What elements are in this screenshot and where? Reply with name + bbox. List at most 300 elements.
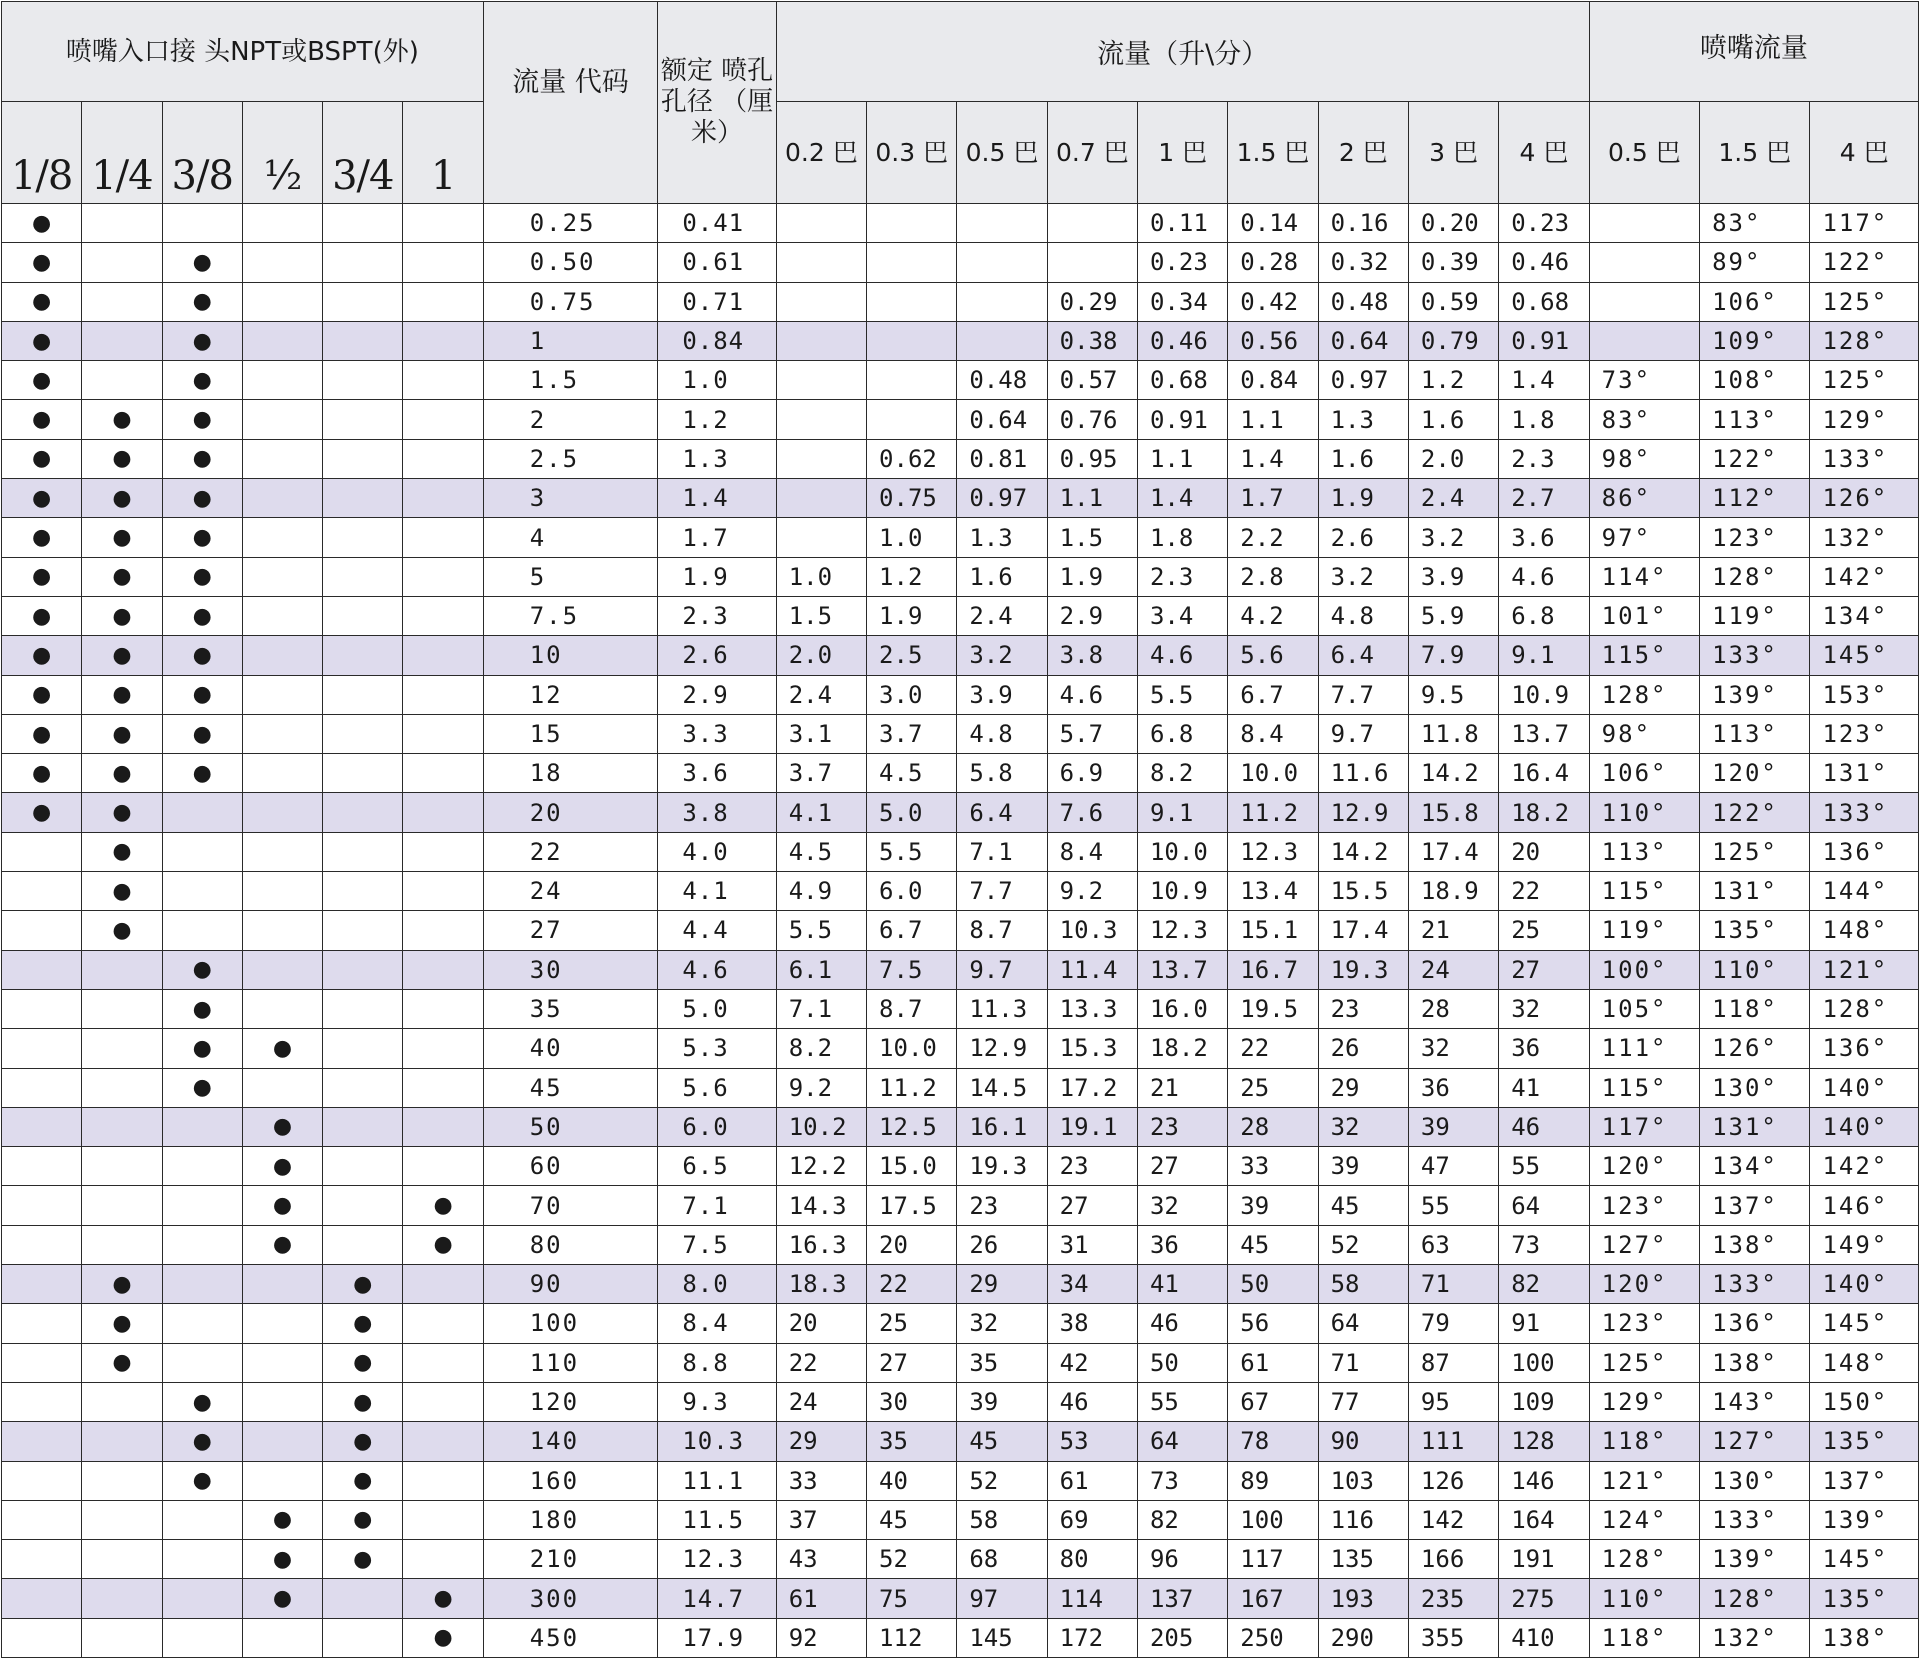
size-3-4-cell [323, 596, 403, 635]
size-3-8-cell [162, 596, 242, 635]
size-3-4-cell [323, 1618, 403, 1657]
size-3-8-cell [162, 361, 242, 400]
spray-angle-cell: 118° [1589, 1422, 1699, 1461]
table-row [2, 518, 1919, 557]
flow-code-cell: 0.25 [483, 204, 658, 243]
size-3-8-cell [162, 1107, 242, 1146]
flow-rate-cell: 4.2 [1228, 596, 1318, 635]
dot-marker-icon: ● [192, 1075, 212, 1101]
spray-angle-header: 喷嘴流量 [1589, 2, 1918, 102]
spray-angle-cell: 148° [1810, 1343, 1919, 1382]
flow-rate-cell [867, 204, 957, 243]
table-row [2, 1343, 1919, 1382]
dot-marker-icon: ● [353, 1546, 373, 1572]
flow-rate-cell: 0.57 [1047, 361, 1137, 400]
spray-angle-cell: 128° [1589, 1540, 1699, 1579]
flow-rate-cell: 0.11 [1137, 204, 1227, 243]
dot-marker-icon: ● [192, 760, 212, 786]
pressure-0-2: 0.2 巴 [776, 102, 866, 204]
size-3-8-cell [162, 1422, 242, 1461]
flow-rate-cell: 1.9 [1318, 479, 1408, 518]
flow-rate-cell: 45 [957, 1422, 1047, 1461]
flow-code-cell: 1 [483, 321, 658, 360]
size-3-8-cell [162, 675, 242, 714]
size-1-8-cell [2, 1461, 82, 1500]
size-1-8-cell [2, 1304, 82, 1343]
spray-angle-cell: 128° [1589, 675, 1699, 714]
size-1-cell [403, 714, 483, 753]
flow-code-cell: 1.5 [483, 361, 658, 400]
dot-marker-icon: ● [32, 525, 52, 551]
size-3-8-cell [162, 400, 242, 439]
dot-marker-icon: ● [32, 367, 52, 393]
flow-rate-cell: 32 [957, 1304, 1047, 1343]
flow-code-cell: 450 [483, 1618, 658, 1657]
flow-rate-cell: 0.28 [1228, 243, 1318, 282]
dot-marker-icon: ● [32, 210, 52, 236]
flow-rate-cell: 24 [1408, 950, 1498, 989]
flow-rate-cell: 64 [1137, 1422, 1227, 1461]
flow-rate-cell: 6.7 [1228, 675, 1318, 714]
size-3-4-cell [323, 872, 403, 911]
size-3-8-cell [162, 911, 242, 950]
flow-rate-cell: 0.84 [1228, 361, 1318, 400]
size-3-4-cell [323, 1186, 403, 1225]
flow-code-cell: 140 [483, 1422, 658, 1461]
spray-angle-cell: 115° [1589, 872, 1699, 911]
flow-rate-cell: 100 [1499, 1343, 1589, 1382]
flow-rate-cell: 5.5 [867, 832, 957, 871]
size-3-4-cell [323, 479, 403, 518]
size-1-4-cell [82, 1618, 162, 1657]
flow-rate-cell: 79 [1408, 1304, 1498, 1343]
size-1-cell [403, 1343, 483, 1382]
flow-rate-cell: 15.5 [1318, 872, 1408, 911]
spray-angle-cell: 123° [1810, 714, 1919, 753]
spray-angle-cell: 136° [1810, 832, 1919, 871]
flow-code-cell: 2.5 [483, 439, 658, 478]
size-1-cell [403, 1107, 483, 1146]
table-row [2, 754, 1919, 793]
spray-angle-cell: 131° [1700, 1107, 1810, 1146]
spray-angle-cell: 143° [1700, 1382, 1810, 1421]
spray-angle-cell: 142° [1810, 1147, 1919, 1186]
size-1-2-cell [242, 911, 322, 950]
flow-rate-cell: 0.81 [957, 439, 1047, 478]
dot-marker-icon: ● [192, 957, 212, 983]
flow-rate-cell: 21 [1137, 1068, 1227, 1107]
size-1-4-cell [82, 439, 162, 478]
flow-rate-cell: 250 [1228, 1618, 1318, 1657]
flow-rate-cell: 23 [1318, 989, 1408, 1028]
flow-rate-cell: 13.3 [1047, 989, 1137, 1028]
size-1-cell [403, 1304, 483, 1343]
size-1-2-cell [242, 989, 322, 1028]
dot-marker-icon: ● [433, 1586, 453, 1612]
size-3-4-cell [323, 1382, 403, 1421]
orifice-diameter-cell: 3.3 [658, 714, 776, 753]
flow-rate-cell: 22 [867, 1265, 957, 1304]
size-3-4-cell [323, 675, 403, 714]
size-1-8-cell [2, 872, 82, 911]
spray-angle-cell: 120° [1589, 1147, 1699, 1186]
flow-rate-cell: 0.32 [1318, 243, 1408, 282]
flow-code-cell: 160 [483, 1461, 658, 1500]
dot-marker-icon: ● [112, 878, 132, 904]
table-row [2, 1068, 1919, 1107]
table-row [2, 282, 1919, 321]
flow-rate-cell: 91 [1499, 1304, 1589, 1343]
spray-angle-cell [1589, 243, 1699, 282]
flow-rate-cell: 27 [1499, 950, 1589, 989]
table-row [2, 1382, 1919, 1421]
dot-marker-icon: ● [32, 800, 52, 826]
flow-rate-cell: 109 [1499, 1382, 1589, 1421]
size-1-4-cell [82, 1029, 162, 1068]
dot-marker-icon: ● [32, 407, 52, 433]
flow-rate-cell: 12.5 [867, 1107, 957, 1146]
flow-code-cell: 10 [483, 636, 658, 675]
flow-rate-cell: 1.6 [957, 557, 1047, 596]
size-3-8-cell [162, 1068, 242, 1107]
size-1-8-cell [2, 518, 82, 557]
orifice-diameter-cell: 8.8 [658, 1343, 776, 1382]
dot-marker-icon: ● [192, 525, 212, 551]
size-1-cell [403, 557, 483, 596]
flow-rate-cell: 8.2 [1137, 754, 1227, 793]
dot-marker-icon: ● [192, 446, 212, 472]
spray-angle-cell: 138° [1810, 1618, 1919, 1657]
size-3-4-cell [323, 282, 403, 321]
flow-code-cell: 27 [483, 911, 658, 950]
size-1-cell [403, 950, 483, 989]
flow-rate-cell: 9.1 [1499, 636, 1589, 675]
flow-rate-cell: 97 [957, 1579, 1047, 1618]
flow-rate-cell: 21 [1408, 911, 1498, 950]
dot-marker-icon: ● [112, 917, 132, 943]
dot-marker-icon: ● [192, 289, 212, 315]
size-1-cell [403, 400, 483, 439]
flow-code-cell: 70 [483, 1186, 658, 1225]
dot-marker-icon: ● [112, 564, 132, 590]
size-1-4-cell [82, 1579, 162, 1618]
spray-angle-cell: 125° [1810, 282, 1919, 321]
size-1-8-cell [2, 1382, 82, 1421]
size-1-8-cell [2, 439, 82, 478]
spray-angle-cell: 133° [1810, 439, 1919, 478]
flow-rate-cell: 78 [1228, 1422, 1318, 1461]
flow-rate-cell: 11.6 [1318, 754, 1408, 793]
spray-angle-cell: 105° [1589, 989, 1699, 1028]
flow-rate-cell: 0.38 [1047, 321, 1137, 360]
size-1-4-cell [82, 518, 162, 557]
flow-code-cell: 60 [483, 1147, 658, 1186]
size-1-4-cell [82, 1461, 162, 1500]
flow-rate-cell: 39 [1318, 1147, 1408, 1186]
size-3-8-cell [162, 1382, 242, 1421]
flow-rate-cell [776, 243, 866, 282]
flow-rate-cell: 1.7 [1228, 479, 1318, 518]
size-3-4-cell [323, 1068, 403, 1107]
flow-rate-header: 流量（升\分） [776, 2, 1589, 102]
spray-angle-cell: 142° [1810, 557, 1919, 596]
size-3-4-cell [323, 557, 403, 596]
size-3-8-cell [162, 518, 242, 557]
dot-marker-icon: ● [192, 721, 212, 747]
flow-rate-cell: 7.7 [957, 872, 1047, 911]
flow-rate-cell: 1.1 [1047, 479, 1137, 518]
size-3-4-cell [323, 1461, 403, 1500]
spray-angle-cell: 139° [1700, 1540, 1810, 1579]
size-1-2-cell [242, 793, 322, 832]
flow-rate-cell: 0.23 [1499, 204, 1589, 243]
nozzle-flow-table [1, 1, 1919, 1658]
flow-rate-cell: 18.3 [776, 1265, 866, 1304]
flow-rate-cell [776, 321, 866, 360]
flow-rate-cell: 26 [1318, 1029, 1408, 1068]
flow-rate-cell: 2.4 [957, 596, 1047, 635]
size-1-4-cell [82, 832, 162, 871]
flow-rate-cell: 22 [1228, 1029, 1318, 1068]
dot-marker-icon: ● [192, 485, 212, 511]
dot-marker-icon: ● [353, 1271, 373, 1297]
orifice-diameter-cell: 12.3 [658, 1540, 776, 1579]
table-row [2, 872, 1919, 911]
flow-rate-cell: 0.59 [1408, 282, 1498, 321]
flow-rate-cell: 4.8 [957, 714, 1047, 753]
size-1-2-cell [242, 361, 322, 400]
size-1-cell [403, 518, 483, 557]
flow-rate-cell: 29 [957, 1265, 1047, 1304]
size-1-2-cell [242, 675, 322, 714]
size-3-4-cell [323, 1107, 403, 1146]
flow-rate-cell: 2.4 [776, 675, 866, 714]
size-3-8-cell [162, 1029, 242, 1068]
spray-angle-cell: 133° [1810, 793, 1919, 832]
table-row [2, 1618, 1919, 1657]
flow-rate-cell: 103 [1318, 1461, 1408, 1500]
size-1-cell [403, 675, 483, 714]
flow-rate-cell: 15.3 [1047, 1029, 1137, 1068]
dot-marker-icon: ● [272, 1153, 293, 1179]
flow-rate-cell: 16.3 [776, 1225, 866, 1264]
flow-rate-cell: 10.0 [1137, 832, 1227, 871]
flow-rate-cell [957, 282, 1047, 321]
size-1-2-cell [242, 1343, 322, 1382]
spray-angle-cell: 121° [1589, 1461, 1699, 1500]
size-1-4-cell [82, 1382, 162, 1421]
angle-pressure-1-5: 1.5 巴 [1700, 102, 1810, 204]
flow-rate-cell: 64 [1318, 1304, 1408, 1343]
size-1-2-cell [242, 636, 322, 675]
flow-rate-cell: 0.20 [1408, 204, 1498, 243]
flow-rate-cell: 43 [776, 1540, 866, 1579]
flow-rate-cell: 1.0 [867, 518, 957, 557]
flow-rate-cell: 0.76 [1047, 400, 1137, 439]
flow-rate-cell: 0.46 [1499, 243, 1589, 282]
size-1-cell [403, 989, 483, 1028]
orifice-diameter-cell: 14.7 [658, 1579, 776, 1618]
flow-rate-cell: 8.7 [957, 911, 1047, 950]
flow-rate-cell [776, 479, 866, 518]
dot-marker-icon: ● [32, 760, 52, 786]
dot-marker-icon: ● [192, 1389, 212, 1415]
flow-code-cell: 15 [483, 714, 658, 753]
flow-rate-cell [867, 400, 957, 439]
size-1-2-cell [242, 1500, 322, 1539]
size-1-8-cell [2, 989, 82, 1028]
table-row [2, 989, 1919, 1028]
size-1-2-cell [242, 596, 322, 635]
spray-angle-cell: 121° [1810, 950, 1919, 989]
flow-rate-cell: 2.5 [867, 636, 957, 675]
dot-marker-icon: ● [192, 603, 212, 629]
flow-rate-cell: 19.1 [1047, 1107, 1137, 1146]
size-3-8-cell [162, 282, 242, 321]
size-1-2-cell [242, 1579, 322, 1618]
flow-rate-cell: 89 [1228, 1461, 1318, 1500]
flow-rate-cell: 23 [1137, 1107, 1227, 1146]
flow-rate-cell: 1.3 [1318, 400, 1408, 439]
table-row [2, 793, 1919, 832]
size-1-8-cell [2, 596, 82, 635]
spray-angle-cell: 129° [1589, 1382, 1699, 1421]
table-row [2, 479, 1919, 518]
flow-rate-cell: 0.14 [1228, 204, 1318, 243]
flow-rate-cell: 6.8 [1499, 596, 1589, 635]
spray-angle-cell: 138° [1700, 1343, 1810, 1382]
spray-angle-cell: 106° [1700, 282, 1810, 321]
size-1-4-cell [82, 950, 162, 989]
spray-angle-cell: 153° [1810, 675, 1919, 714]
size-1-4-cell [82, 361, 162, 400]
flow-rate-cell: 166 [1408, 1540, 1498, 1579]
table-row [2, 1579, 1919, 1618]
flow-rate-cell: 0.56 [1228, 321, 1318, 360]
dot-marker-icon: ● [192, 1468, 212, 1494]
dot-marker-icon: ● [32, 328, 52, 354]
flow-rate-cell: 39 [1408, 1107, 1498, 1146]
flow-rate-cell: 0.68 [1499, 282, 1589, 321]
size-1-4-cell [82, 321, 162, 360]
flow-rate-cell: 0.34 [1137, 282, 1227, 321]
flow-rate-cell: 7.1 [957, 832, 1047, 871]
table-row [2, 1461, 1919, 1500]
orifice-diameter-cell: 1.9 [658, 557, 776, 596]
flow-rate-cell: 63 [1408, 1225, 1498, 1264]
dot-marker-icon: ● [112, 525, 132, 551]
dot-marker-icon: ● [32, 682, 52, 708]
flow-rate-cell: 112 [867, 1618, 957, 1657]
size-3-4-cell [323, 1343, 403, 1382]
flow-rate-cell: 61 [1047, 1461, 1137, 1500]
orifice-diameter-header: 额定 喷孔 孔径 （厘米） [658, 2, 776, 204]
size-1-2-cell [242, 518, 322, 557]
flow-rate-cell: 27 [1047, 1186, 1137, 1225]
spray-angle-cell: 140° [1810, 1107, 1919, 1146]
flow-rate-cell: 31 [1047, 1225, 1137, 1264]
spray-angle-cell: 118° [1700, 989, 1810, 1028]
spray-angle-cell: 145° [1810, 1540, 1919, 1579]
flow-rate-cell: 1.2 [867, 557, 957, 596]
flow-code-cell: 0.50 [483, 243, 658, 282]
size-1-2-cell [242, 714, 322, 753]
spray-angle-cell: 108° [1700, 361, 1810, 400]
size-1-8-cell [2, 1540, 82, 1579]
spray-angle-cell: 122° [1700, 793, 1810, 832]
table-row [2, 204, 1919, 243]
flow-rate-cell: 410 [1499, 1618, 1589, 1657]
dot-marker-icon: ● [192, 1035, 212, 1061]
size-1-4-cell [82, 754, 162, 793]
flow-rate-cell: 27 [867, 1343, 957, 1382]
size-1-cell [403, 1068, 483, 1107]
flow-rate-cell: 73 [1499, 1225, 1589, 1264]
flow-rate-cell: 17.2 [1047, 1068, 1137, 1107]
flow-rate-cell: 0.64 [1318, 321, 1408, 360]
flow-rate-cell: 22 [1499, 872, 1589, 911]
size-3-4-cell [323, 636, 403, 675]
size-3-8-cell [162, 793, 242, 832]
dot-marker-icon: ● [112, 1271, 132, 1297]
spray-angle-cell: 129° [1810, 400, 1919, 439]
orifice-diameter-cell: 4.1 [658, 872, 776, 911]
flow-rate-cell: 12.2 [776, 1147, 866, 1186]
size-1-cell [403, 1186, 483, 1225]
spray-angle-cell: 130° [1700, 1461, 1810, 1500]
sub-header-row [2, 102, 1919, 204]
flow-rate-cell [957, 243, 1047, 282]
spray-angle-cell: 98° [1589, 439, 1699, 478]
flow-rate-cell: 71 [1408, 1265, 1498, 1304]
flow-rate-cell: 14.5 [957, 1068, 1047, 1107]
spray-angle-cell: 132° [1810, 518, 1919, 557]
flow-rate-cell: 38 [1047, 1304, 1137, 1343]
flow-rate-cell: 19.3 [957, 1147, 1047, 1186]
dot-marker-icon: ● [272, 1035, 293, 1061]
flow-rate-cell: 45 [867, 1500, 957, 1539]
size-3-4-cell [323, 1265, 403, 1304]
flow-rate-cell: 11.8 [1408, 714, 1498, 753]
spray-angle-cell: 124° [1589, 1500, 1699, 1539]
spray-angle-cell: 111° [1589, 1029, 1699, 1068]
flow-code-cell: 24 [483, 872, 658, 911]
size-1-2-cell [242, 1422, 322, 1461]
dot-marker-icon: ● [112, 839, 132, 865]
flow-rate-cell: 6.8 [1137, 714, 1227, 753]
flow-rate-cell: 30 [867, 1382, 957, 1421]
size-1-cell [403, 832, 483, 871]
table-body [2, 204, 1919, 1658]
flow-rate-cell: 4.5 [867, 754, 957, 793]
flow-rate-cell: 2.0 [1408, 439, 1498, 478]
flow-rate-cell: 14.2 [1318, 832, 1408, 871]
pressure-1: 1 巴 [1137, 102, 1227, 204]
size-1-8-cell [2, 321, 82, 360]
dot-marker-icon: ● [112, 682, 132, 708]
flow-rate-cell: 35 [867, 1422, 957, 1461]
flow-rate-cell [957, 204, 1047, 243]
flow-rate-cell: 90 [1318, 1422, 1408, 1461]
spray-angle-cell: 146° [1810, 1186, 1919, 1225]
flow-rate-cell: 16.1 [957, 1107, 1047, 1146]
spray-angle-cell: 89° [1700, 243, 1810, 282]
size-1-4-cell [82, 1265, 162, 1304]
flow-code-cell: 30 [483, 950, 658, 989]
flow-rate-cell: 1.1 [1137, 439, 1227, 478]
size-1-2-cell [242, 439, 322, 478]
size-1-cell [403, 596, 483, 635]
